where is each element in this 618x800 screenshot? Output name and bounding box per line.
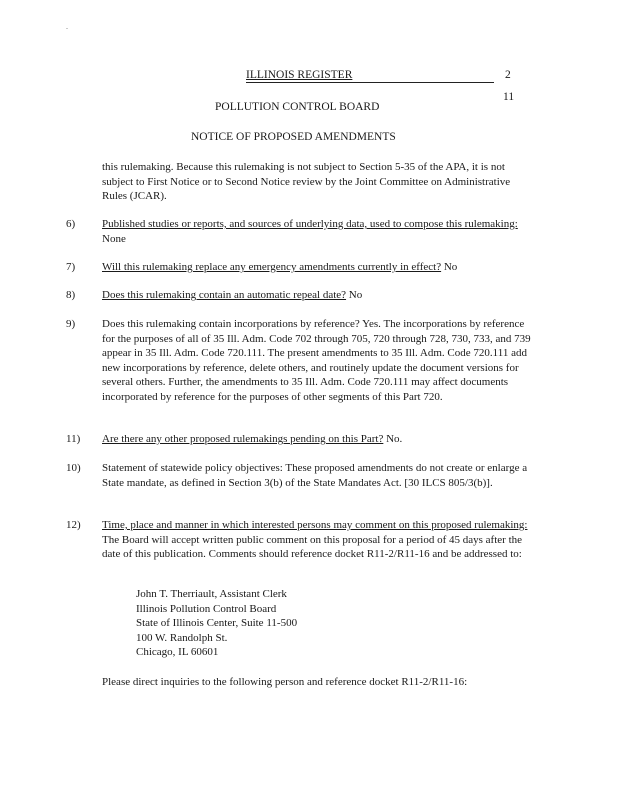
notice-heading: NOTICE OF PROPOSED AMENDMENTS (191, 131, 396, 143)
item-text: Published studies or reports, and sources of underlying data, used to compose this rulemaking: None (102, 218, 518, 245)
item-number: 6) (66, 218, 76, 230)
continuation-paragraph: this rulemaking. Because this rulemaking is not subject to Section 5-35 of the APA, it is not subject to First Notice or to Second Notice review by the Joint Committee on Administrative Rules (JCAR). (102, 161, 511, 202)
item-text: Are there any other proposed rulemakings pending on this Part? No. (102, 433, 403, 445)
item-number: 10) (66, 462, 81, 474)
address-line: Illinois Pollution Control Board (136, 602, 277, 615)
mailing-address (136, 587, 536, 660)
item-text: Does this rulemaking contain an automatic repeal date? No (102, 289, 363, 301)
item-number: 9) (66, 318, 76, 330)
address-line: John T. Therriault, Assistant Clerk (136, 588, 287, 600)
item-number: 11) (66, 433, 81, 445)
item-text: Will this rulemaking replace any emergency amendments currently in effect? No (102, 261, 458, 273)
item-number: 12) (66, 519, 81, 531)
page-number-top: 2 (505, 69, 511, 81)
scan-mark: . (66, 22, 68, 31)
item-number: 7) (66, 261, 76, 273)
address-line: Chicago, IL 60601 (136, 646, 219, 658)
address-line: State of Illinois Center, Suite 11-500 (136, 617, 298, 629)
page-number-bottom: 11 (503, 91, 515, 103)
item-text: Time, place and manner in which interested persons may comment on this proposed rulemaking: The Board will accept written public comment on this proposal for a period of 45 days after the date of this publication. Comments should reference docket R11-2/R11-16 and be addressed to: (102, 519, 528, 560)
item-text: Statement of statewide policy objectives: These proposed amendments do not create or enlarge a State mandate, as defined in Section 3(b) of the State Mandates Act. [30 ILCS 805/3(b)]. (102, 462, 528, 489)
item-number: 8) (66, 289, 76, 301)
address-line: 100 W. Randolph St. (136, 631, 228, 644)
agency-heading: POLLUTION CONTROL BOARD (215, 101, 380, 113)
closing-paragraph: Please direct inquiries to the following person and reference docket R11-2/R11-16: (102, 676, 468, 688)
item-text: Does this rulemaking contain incorporations by reference? Yes. The incorporations by reference for the purposes of all of 35 Ill. Adm. Code 702 through 705, 720 through 728, 730, 733, and 739 appear in 35 Ill. Adm. Code 720.111. The present amendments to 35 Ill. Adm. Code 720.111 add new incorporations by reference, delete others, and routinely update the document versions for several others. Further, the amendments to 35 Ill. Adm. Code 720.111 may affect documents incorporated by reference for the purposes of other segments of this Part 720. (102, 318, 531, 403)
register-title: ILLINOIS REGISTER (246, 68, 494, 83)
